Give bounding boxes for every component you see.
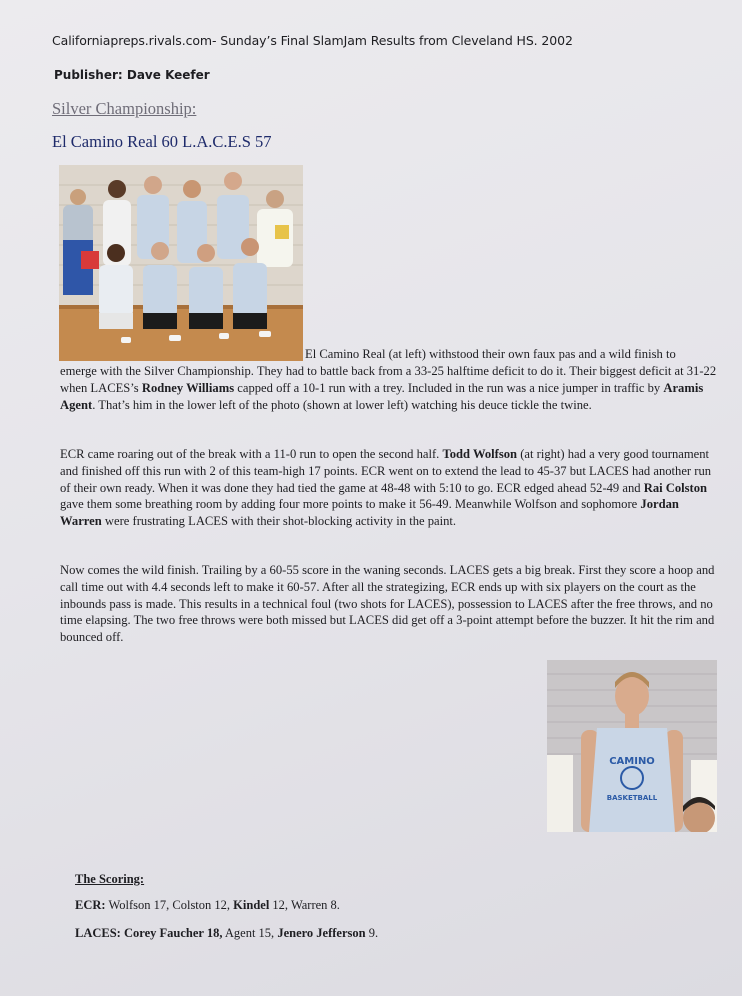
paragraph-3: Now comes the wild finish. Trailing by a 60-55 score in the waning seconds. LACES gets a big break. First they score a hoop and call time out with 4.4 seconds left to make it 60-57. After all the strategizing, ECR ends up with six players on the court as the inbounds pass is made. This results in a technical foul (two shots for LACES), possession to LACES after the free throws, and no time elapsing. The two free throws were both missed but LACES did get off a 3-point attempt before the buzzer. It hit the rim and bounced off. xyxy=(60,563,715,645)
team-label: LACES: xyxy=(75,926,121,940)
section-title: Silver Championship: xyxy=(52,99,197,118)
publisher-line: Publisher: Dave Keefer xyxy=(54,68,210,82)
player-name: Jenero Jefferson xyxy=(277,926,366,940)
team-photo xyxy=(59,165,303,361)
player-name: Kindel xyxy=(233,898,270,912)
player-name: Corey Faucher 18, xyxy=(123,926,223,940)
laces-scoring: LACES: Corey Faucher 18, Agent 15, Jenero Jefferson 9. xyxy=(75,926,379,940)
paragraph-2: ECR came roaring out of the break with a 11-0 run to open the second half. Todd Wolfson (at right) had a very good tournament and finished off this run with 2 of this team-high 17 points. ECR went on to extend the lead to 45-37 but LACES had another run of their own ready. When it was done they had tied the game at 48-48 with 5:10 to go. ECR edged ahead 52-49 and Rai Colston gave them some breathing room by adding four more points to make it 56-49. Meanwhile Wolfson and sophomore Jordan Warren were frustrating LACES with their shot-blocking activity in the paint. xyxy=(60,447,712,529)
jersey-text-basketball: BASKETBALL xyxy=(606,794,658,802)
final-score: El Camino Real 60 L.A.C.E.S 57 xyxy=(52,132,272,151)
paragraph-1: emerge with the Silver Championship. They had to battle back from a 33-25 halftime deficit to do it. Their biggest deficit at 31-22 when LACES’s Rodney Williams capped off a 10-1 run with a trey. Included in the run was a nice jumper in traffic by Aramis Agent. That’s him in the lower left of the photo (shown at lower left) watching his deuce tickle the twine. xyxy=(60,364,717,412)
scoring-heading: The Scoring: xyxy=(75,872,145,886)
player-photo xyxy=(547,660,717,832)
player-name: Rodney Williams xyxy=(141,380,235,395)
player-name: Rai Colston xyxy=(643,480,708,495)
player-name: Jordan Warren xyxy=(60,497,679,529)
source-line: Californiapreps.rivals.com- Sunday’s Final SlamJam Results from Cleveland HS. 2002 xyxy=(52,33,573,48)
jersey-text-camino: CAMINO xyxy=(609,756,655,767)
team-label: ECR: xyxy=(75,898,106,912)
player-name: Aramis Agent xyxy=(60,380,704,412)
ecr-scoring: ECR: Wolfson 17, Colston 12, Kindel 12, Warren 8. xyxy=(75,898,340,912)
paragraph-1-first-line: El Camino Real (at left) withstood their own faux pas and a wild finish to xyxy=(305,347,676,361)
player-name: Todd Wolfson xyxy=(442,447,518,461)
